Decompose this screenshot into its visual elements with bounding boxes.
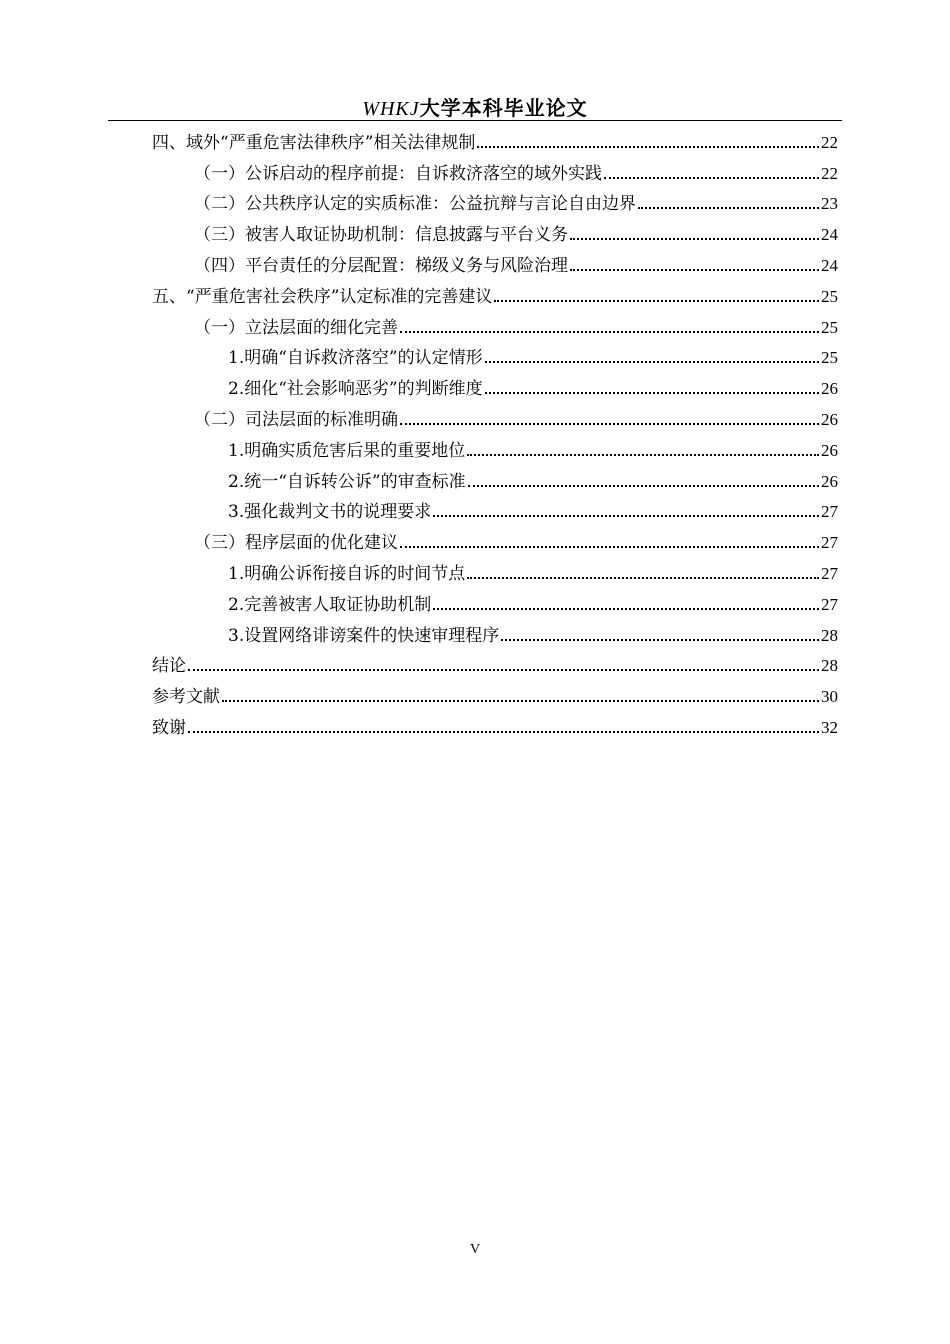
toc-entry-label: 1.明确“自诉救济落空”的认定情形 <box>228 348 483 369</box>
toc-entry[interactable] <box>0 461 838 492</box>
toc-entry-page: 26 <box>821 471 838 491</box>
toc-entry-label: （一）公诉启动的程序前提：自诉救济落空的域外实践 <box>194 163 602 184</box>
page-header <box>0 92 950 121</box>
toc-entry-page: 27 <box>821 502 838 522</box>
dot-leader <box>570 238 819 240</box>
toc-entry-page: 25 <box>821 286 838 306</box>
dot-leader <box>433 515 819 517</box>
toc-entry[interactable] <box>0 214 838 245</box>
toc-entry-page: 27 <box>821 594 838 614</box>
toc-entry-label: 致谢 <box>152 717 186 738</box>
toc-entry-label: 3.强化裁判文书的说理要求 <box>228 502 432 523</box>
dot-leader <box>638 207 819 209</box>
dot-leader <box>604 177 819 179</box>
toc-entry[interactable] <box>0 492 838 523</box>
toc-entry-page: 28 <box>821 625 838 645</box>
header-rule <box>108 120 842 121</box>
toc-entry[interactable] <box>0 245 838 276</box>
table-of-contents <box>0 122 950 738</box>
toc-entry-page: 26 <box>821 409 838 429</box>
toc-entry-page: 27 <box>821 533 838 553</box>
toc-entry-label: （二）公共秩序认定的实质标准：公益抗辩与言论自由边界 <box>194 194 636 215</box>
toc-entry-page: 25 <box>821 348 838 368</box>
toc-entry-label: 2.统一“自诉转公诉”的审查标准 <box>228 471 466 492</box>
header-title: 大学本科毕业论文 <box>419 96 588 120</box>
toc-entry-page: 24 <box>821 255 838 275</box>
toc-entry-page: 24 <box>821 225 838 245</box>
toc-entry[interactable] <box>0 307 838 338</box>
page-number: V <box>469 1242 481 1257</box>
toc-entry-page: 23 <box>821 194 838 214</box>
dot-leader <box>188 669 819 671</box>
toc-entry-label: （三）程序层面的优化建议 <box>194 533 398 554</box>
toc-entry-page: 32 <box>821 717 838 737</box>
toc-entry[interactable] <box>0 399 838 430</box>
toc-entry-page: 30 <box>821 687 838 707</box>
toc-entry-page: 22 <box>821 132 838 152</box>
dot-leader <box>485 361 819 363</box>
toc-entry[interactable] <box>0 522 838 553</box>
toc-entry-page: 27 <box>821 563 838 583</box>
toc-entry[interactable] <box>0 646 838 677</box>
dot-leader <box>494 300 819 302</box>
toc-entry-label: 1.明确公诉衔接自诉的时间节点 <box>228 563 466 584</box>
toc-entry[interactable] <box>0 676 838 707</box>
dot-leader <box>433 608 819 610</box>
dot-leader <box>485 392 819 394</box>
toc-entry-label: （三）被害人取证协助机制：信息披露与平台义务 <box>194 225 568 246</box>
toc-entry[interactable] <box>0 276 838 307</box>
toc-entry-label: 四、域外“严重危害法律秩序”相关法律规制 <box>152 132 476 153</box>
toc-entry[interactable] <box>0 184 838 215</box>
toc-entry[interactable] <box>0 122 838 153</box>
toc-entry-label: 结论 <box>152 656 186 677</box>
toc-entry[interactable] <box>0 430 838 461</box>
toc-entry[interactable] <box>0 368 838 399</box>
toc-entry[interactable] <box>0 553 838 584</box>
toc-entry-label: （二）司法层面的标准明确 <box>194 409 398 430</box>
toc-entry[interactable] <box>0 153 838 184</box>
toc-entry[interactable] <box>0 584 838 615</box>
toc-entry[interactable] <box>0 615 838 646</box>
dot-leader <box>400 546 819 548</box>
toc-entry-page: 28 <box>821 656 838 676</box>
toc-entry[interactable] <box>0 338 838 369</box>
toc-entry-label: 1.明确实质危害后果的重要地位 <box>228 440 466 461</box>
dot-leader <box>222 700 819 702</box>
toc-entry-label: 3.设置网络诽谤案件的快速审理程序 <box>228 625 500 646</box>
dot-leader <box>468 485 819 487</box>
toc-entry-label: 2.完善被害人取证协助机制 <box>228 594 432 615</box>
toc-entry-page: 26 <box>821 379 838 399</box>
dot-leader <box>467 454 819 456</box>
dot-leader <box>477 146 819 148</box>
toc-entry-label: 2.细化“社会影响恶劣”的判断维度 <box>228 379 483 400</box>
dot-leader <box>570 269 819 271</box>
dot-leader <box>501 639 819 641</box>
dot-leader <box>400 331 819 333</box>
toc-entry[interactable] <box>0 707 838 738</box>
header-brand: WHKJ <box>362 98 420 120</box>
toc-entry-label: 五、“严重危害社会秩序”认定标准的完善建议 <box>152 286 493 307</box>
dot-leader <box>467 577 819 579</box>
toc-entry-label: （一）立法层面的细化完善 <box>194 317 398 338</box>
toc-entry-page: 26 <box>821 440 838 460</box>
toc-entry-label: 参考文献 <box>152 687 220 708</box>
dot-leader <box>400 423 819 425</box>
toc-entry-page: 25 <box>821 317 838 337</box>
toc-entry-label: （四）平台责任的分层配置：梯级义务与风险治理 <box>194 255 568 276</box>
dot-leader <box>188 731 819 733</box>
toc-entry-page: 22 <box>821 163 838 183</box>
